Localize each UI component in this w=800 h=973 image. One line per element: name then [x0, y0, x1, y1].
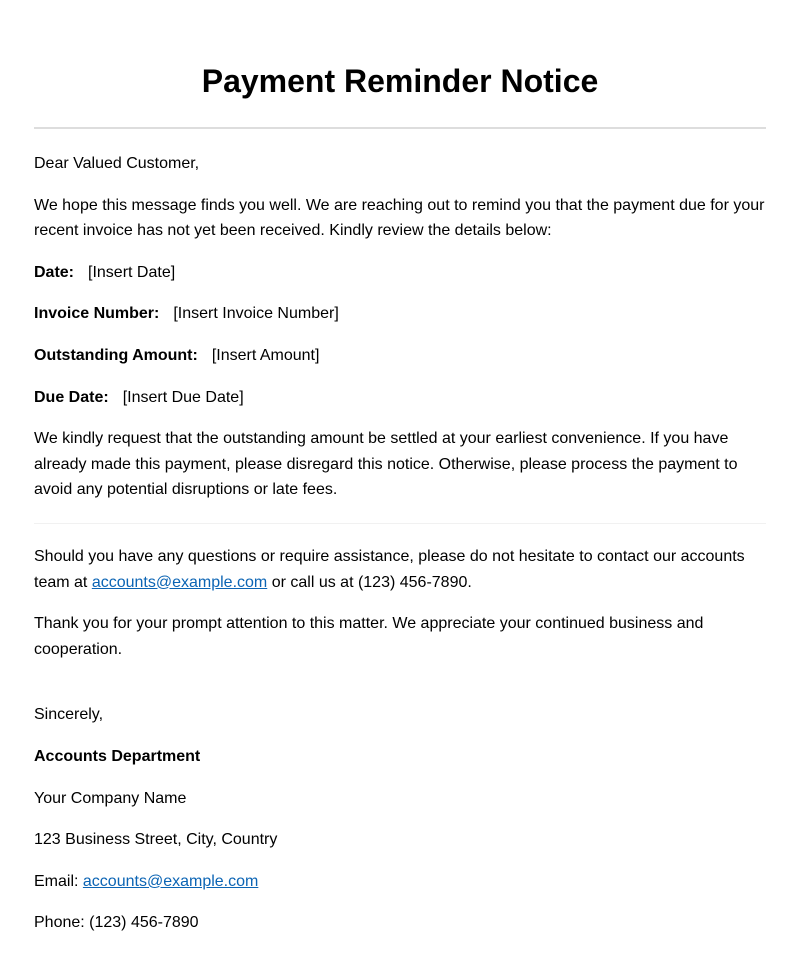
section-divider — [34, 523, 766, 524]
detail-label: Outstanding Amount: — [34, 346, 198, 364]
detail-due-date — [34, 385, 766, 411]
intro-paragraph: We hope this message finds you well. We are reaching out to remind you that the payment due for your recent invoice has not yet been received. Kindly review the details below: — [34, 196, 765, 240]
greeting: Dear Valued Customer, — [34, 155, 200, 172]
detail-label: Date: — [34, 263, 75, 281]
title-divider — [34, 127, 766, 129]
detail-outstanding-amount — [34, 343, 766, 369]
thanks-paragraph: Thank you for your prompt attention to this matter. We appreciate your continued business and cooperation. — [34, 615, 704, 658]
contact-email-link[interactable]: accounts@example.com — [91, 573, 268, 591]
detail-date — [34, 260, 766, 286]
signature-email — [34, 869, 766, 895]
signature-email-link[interactable]: accounts@example.com — [82, 872, 259, 890]
detail-value: [Insert Date] — [88, 263, 176, 281]
detail-value: [Insert Due Date] — [122, 388, 244, 406]
detail-value: [Insert Invoice Number] — [173, 305, 339, 323]
signature-company: Your Company Name — [34, 789, 187, 807]
signature-closing: Sincerely, — [34, 706, 104, 724]
request-paragraph: We kindly request that the outstanding amount be settled at your earliest convenience. If you have already made this payment, please disregard this notice. Otherwise, please process the payment to avoid any potential disruptions or late fees. — [34, 430, 738, 499]
signature-department: Accounts Department — [34, 747, 201, 765]
contact-text-before: Should you have any questions or require assistance, please do not hesitate to contact our accounts team at — [34, 547, 745, 591]
signature-address: 123 Business Street, City, Country — [34, 831, 278, 849]
signature-email-label: Email: — [34, 872, 83, 890]
detail-value: [Insert Amount] — [211, 346, 320, 364]
page-title: Payment Reminder Notice — [201, 63, 599, 99]
detail-invoice-number — [34, 301, 766, 327]
detail-label: Invoice Number: — [34, 305, 160, 323]
contact-text-after: or call us at (123) 456-7890. — [267, 573, 472, 591]
contact-paragraph — [34, 544, 766, 595]
detail-label: Due Date: — [34, 388, 109, 406]
signature-phone: Phone: (123) 456-7890 — [34, 914, 199, 932]
